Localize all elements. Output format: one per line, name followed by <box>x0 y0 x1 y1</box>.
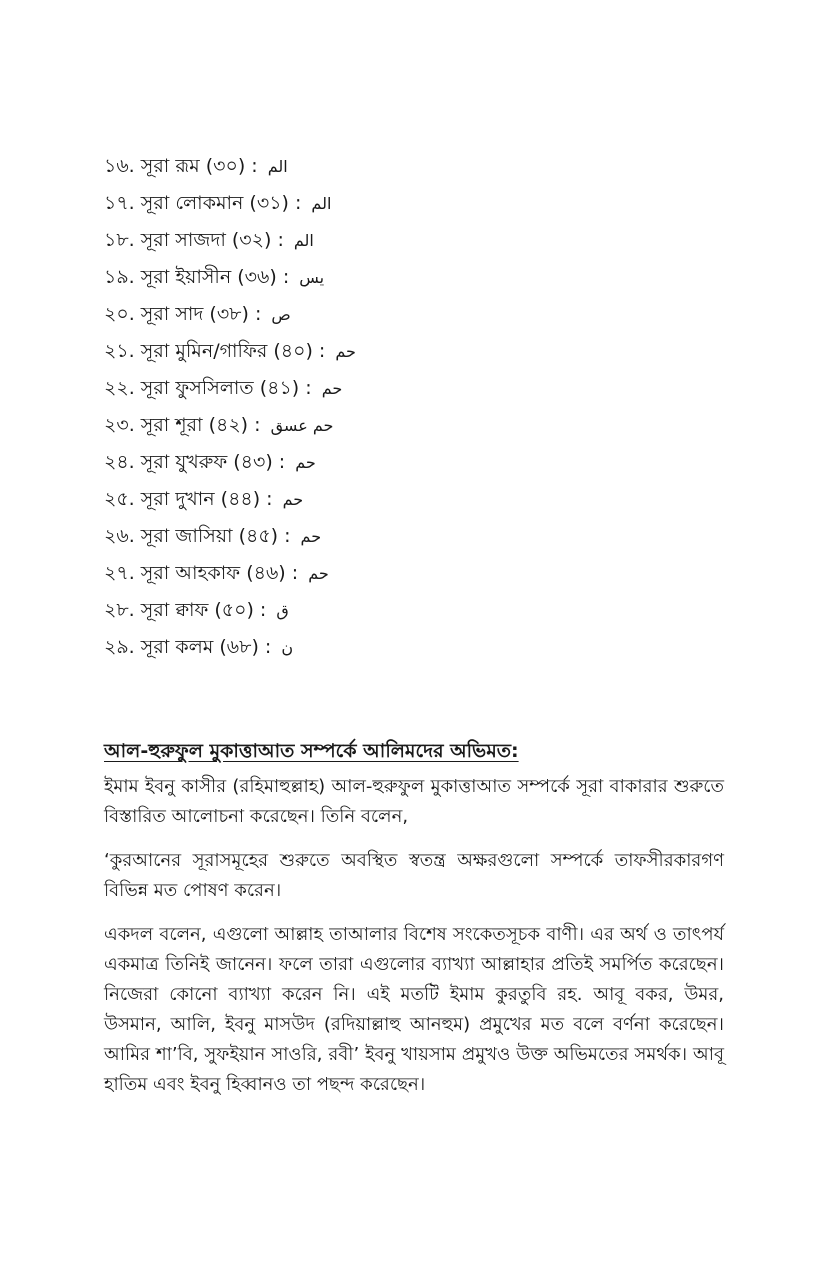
list-item <box>104 555 724 592</box>
list-item <box>104 148 724 185</box>
sura-label: ২৫. সূরা দুখান (৪৪) : <box>104 488 273 510</box>
list-item <box>104 296 724 333</box>
section-heading: আল-হুরুফুল মুকাত্তাআত সম্পর্কে আলিমদের অভিমত: <box>104 740 519 762</box>
arabic-letters: حم <box>295 453 316 472</box>
sura-label: ২১. সূরা মুমিন/গাফির (৪০) : <box>104 340 326 362</box>
arabic-letters: حم <box>335 342 356 361</box>
arabic-letters: يس <box>299 268 325 287</box>
sura-label: ২৪. সূরা যুখরুফ (৪৩) : <box>104 451 286 473</box>
arabic-letters: حم عسق <box>270 416 334 435</box>
arabic-letters: الم <box>311 194 332 213</box>
arabic-letters: حم <box>321 379 343 398</box>
list-item <box>104 407 724 444</box>
arabic-letters: ص <box>271 305 291 324</box>
arabic-letters: الم <box>267 157 288 176</box>
list-item <box>104 444 724 481</box>
sura-label: ১৮. সূরা সাজদা (৩২) : <box>104 229 284 251</box>
list-item <box>104 629 724 666</box>
list-item <box>104 518 724 555</box>
list-item <box>104 370 724 407</box>
sura-label: ১৯. সূরা ইয়াসীন (৩৬) : <box>104 266 290 288</box>
list-item <box>104 222 724 259</box>
sura-label: ২৮. সূরা ক্বাফ (৫০) : <box>104 599 267 621</box>
paragraph: একদল বলেন, এগুলো আল্লাহ তাআলার বিশেষ সংকেতসূচক বাণী। এর অর্থ ও তাৎপর্য একমাত্র তিনিই জানেন। ফলে তারা এগুলোর ব্যাখ্যা আল্লাহার প্রতিই সমর্পিত করেছেন। নিজেরা কোনো ব্যাখ্যা করেন নি। এই মতটি ইমাম কুরতুবি রহ. আবূ বকর, উমর, উসমান, আলি, ইবনু মাসউদ (রদিয়াল্লাহু আনহুম) প্রমুখের মত বলে বর্ণনা করেছেন। আমির শা’বি, সুফইয়ান সাওরি, রবী’ ইবনু খায়সাম প্রমুখও উক্ত অভিমতের সমর্থক। আবূ হাতিম এবং ইবনু হিব্বানও তা পছন্দ করেছেন। <box>104 924 724 1095</box>
sura-label: ২০. সূরা সাদ (৩৮) : <box>104 303 262 325</box>
arabic-letters: الم <box>293 231 314 250</box>
sura-label: ২৯. সূরা কলম (৬৮) : <box>104 636 272 658</box>
arabic-letters: حم <box>282 490 304 509</box>
paragraph: ইমাম ইবনু কাসীর (রহিমাহুল্লাহ) আল-হুরুফুল মুকাত্তাআত সম্পর্কে সূরা বাকারার শুরুতে বিস্তারিত আলোচনা করেছেন। তিনি বলেন, <box>104 776 724 827</box>
sura-label: ২৩. সূরা শূরা (৪২) : <box>104 414 261 436</box>
list-item <box>104 259 724 296</box>
arabic-letters: ق <box>276 601 289 620</box>
sura-label: ২৭. সূরা আহকাফ (৪৬) : <box>104 562 299 584</box>
paragraph: ‘কুরআনের সূরাসমূহের শুরুতে অবস্থিত স্বতন্ত্র অক্ষরগুলো সম্পর্কে তাফসীরকারগণ বিভিন্ন মত পোষণ করেন। <box>104 850 724 901</box>
sura-label: ১৭. সূরা লোকমান (৩১) : <box>104 192 302 214</box>
sura-list <box>104 148 724 666</box>
list-item <box>104 185 724 222</box>
arabic-letters: حم <box>300 527 322 546</box>
sura-label: ২২. সূরা ফুসসিলাত (৪১) : <box>104 377 312 399</box>
sura-label: ২৬. সূরা জাসিয়া (৪৫) : <box>104 525 291 547</box>
list-item <box>104 481 724 518</box>
sura-label: ১৬. সূরা রূম (৩০) : <box>104 155 258 177</box>
document-page <box>104 148 724 1114</box>
arabic-letters: ن <box>281 638 294 657</box>
arabic-letters: حم <box>308 564 329 583</box>
list-item <box>104 333 724 370</box>
list-item <box>104 592 724 629</box>
